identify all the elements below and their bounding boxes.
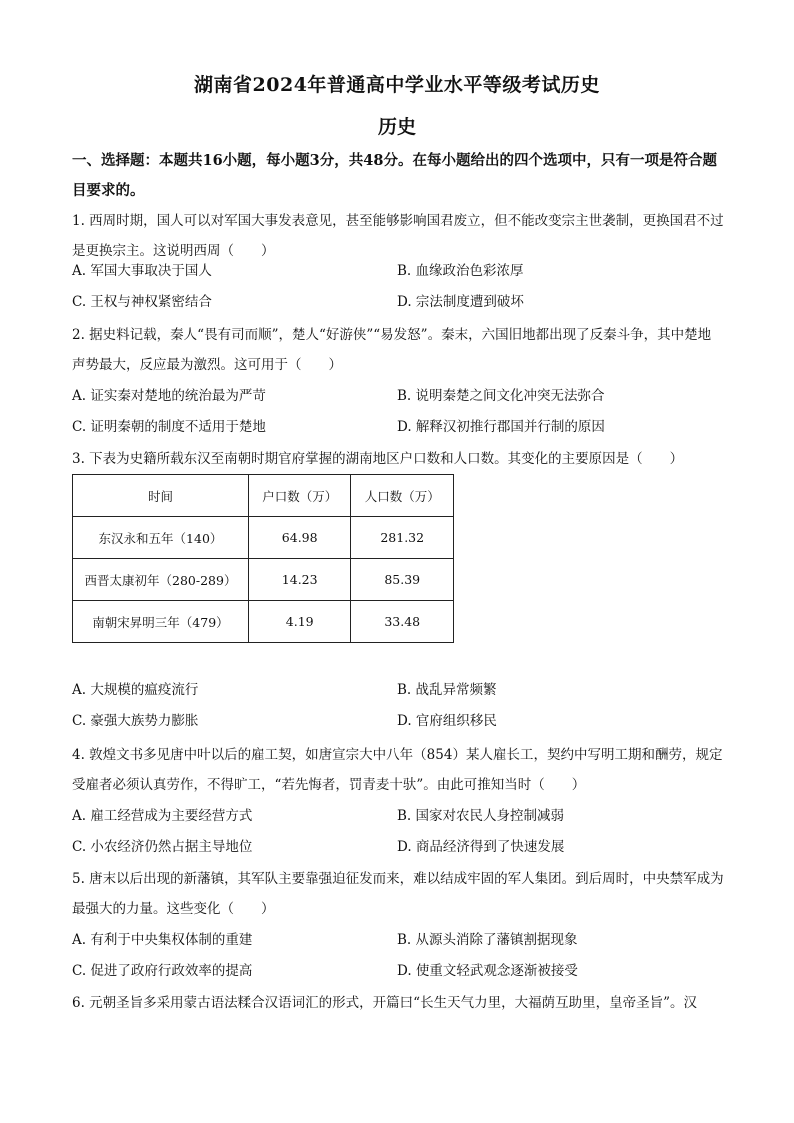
question-4-option-d: D. 商品经济得到了快速发展 [397,839,565,855]
table-cell: 东汉永和五年（140） [73,517,249,559]
page-title: 湖南省2024年普通高中学业水平等级考试历史 [194,74,600,96]
table-header: 户口数（万） [248,475,350,517]
question-3-option-b: B. 战乱异常频繁 [397,682,497,698]
question-4-option-a: A. 雇工经营成为主要经营方式 [72,808,253,824]
question-5-option-c: C. 促进了政府行政效率的提高 [72,963,253,979]
question-5-option-d: D. 使重文轻武观念逐渐被接受 [397,963,578,979]
question-3-stem: 3. 下表为史籍所载东汉至南朝时期官府掌握的湖南地区户口数和人口数。其变化的主要原因是（ ） [72,451,684,467]
question-3-option-d: D. 官府组织移民 [397,713,497,729]
question-2-option-a: A. 证实秦对楚地的统治最为严苛 [72,388,266,404]
section-heading: 一、选择题：本题共16小题，每小题3分，共48分。在每小题给出的四个选项中，只有一项是符合题目要求的。 [72,152,717,199]
question-2-option-d: D. 解释汉初推行郡国并行制的原因 [397,419,605,435]
table-cell: 4.19 [248,601,350,643]
table-row [73,601,454,643]
population-table [72,474,454,643]
table-cell: 281.32 [351,517,454,559]
question-3-option-a: A. 大规模的瘟疫流行 [72,682,199,698]
question-2-option-c: C. 证明秦朝的制度不适用于楚地 [72,419,266,435]
table-cell: 33.48 [351,601,454,643]
table-cell: 64.98 [248,517,350,559]
table-cell: 14.23 [248,559,350,601]
question-2-option-b: B. 说明秦楚之间文化冲突无法弥合 [397,388,605,404]
table-header: 时间 [73,475,249,517]
table-cell: 西晋太康初年（280-289） [73,559,249,601]
question-1-option-b: B. 血缘政治色彩浓厚 [397,263,524,279]
table-cell: 85.39 [351,559,454,601]
question-1-option-d: D. 宗法制度遭到破坏 [397,294,524,310]
page-subtitle: 历史 [377,116,416,138]
question-2-stem: 2. 据史料记载，秦人“畏有司而顺”，楚人“好游侠”“易发怒”。秦末，六国旧地都出现了反秦斗争，其中楚地声势最大，反应最为激烈。这可用于（ ） [72,327,712,373]
question-1-stem: 1. 西周时期，国人可以对军国大事发表意见，甚至能够影响国君废立，但不能改变宗主世袭制，更换国君不过是更换宗主。这说明西周（ ） [72,213,724,259]
question-5-option-b: B. 从源头消除了藩镇割据现象 [397,932,578,948]
table-header-row [73,475,454,517]
question-4-stem: 4. 敦煌文书多见唐中叶以后的雇工契，如唐宣宗大中八年（854）某人雇长工，契约中写明工期和酬劳，规定受雇者必须认真劳作，不得旷工，“若先悔者，罚青麦十驮”。由此可推知当时（ ） [72,747,723,793]
table-row [73,517,454,559]
question-6-stem: 6. 元朝圣旨多采用蒙古语法糅合汉语词汇的形式，开篇曰“长生天气力里，大福荫互助里，皇帝圣旨”。汉 [72,995,697,1011]
question-5-option-a: A. 有利于中央集权体制的重建 [72,932,253,948]
table-header: 人口数（万） [351,475,454,517]
question-1-option-a: A. 军国大事取决于国人 [72,263,212,279]
question-5-stem: 5. 唐末以后出现的新藩镇，其军队主要靠强迫征发而来，难以结成牢固的军人集团。到后周时，中央禁军成为最强大的力量。这些变化（ ） [72,871,724,917]
question-1-option-c: C. 王权与神权紧密结合 [72,294,212,310]
question-4-option-b: B. 国家对农民人身控制减弱 [397,808,565,824]
table-row [73,559,454,601]
question-3-option-c: C. 豪强大族势力膨胀 [72,713,199,729]
table-cell: 南朝宋昇明三年（479） [73,601,249,643]
question-4-option-c: C. 小农经济仍然占据主导地位 [72,839,253,855]
